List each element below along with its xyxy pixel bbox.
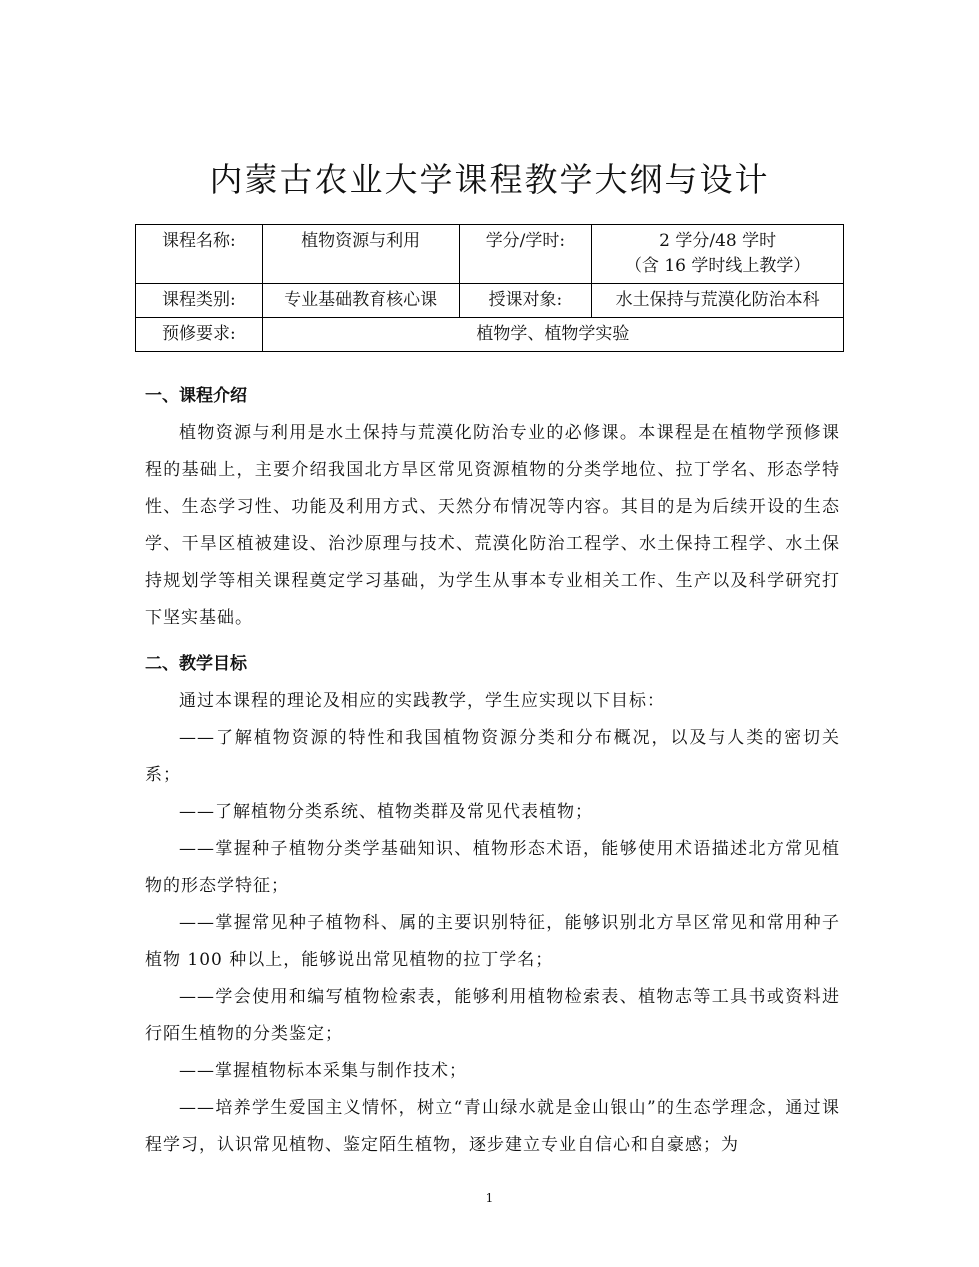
goal-item: ——掌握植物标本采集与制作技术； [179,1061,467,1081]
section-heading: 一、课程介绍 [145,386,247,406]
section-teaching-goals [145,646,840,1164]
goal-item: ——了解植物资源的特性和我国植物资源分类和分布概况，以及与人类的密切关系； [145,728,840,785]
credits-line-2: （含 16 学时线上教学） [624,256,811,276]
course-info-table [135,224,844,352]
goal-item: ——了解植物分类系统、植物类群及常见代表植物； [179,802,593,822]
section-heading: 二、教学目标 [145,654,247,674]
page-number: 1 [485,1191,494,1205]
prereq-label: 预修要求: [136,318,263,352]
goals-intro: 通过本课程的理论及相应的实践教学，学生应实现以下目标： [179,691,665,711]
goal-item: ——培养学生爱国主义情怀，树立“青山绿水就是金山银山”的生态学理念，通过课程学习，认识常见植物、鉴定陌生植物，逐步建立专业自信心和自豪感；为 [145,1098,840,1155]
category-label: 课程类别: [136,284,263,318]
credits-line-1: 2 学分/48 学时 [659,231,777,251]
table-row [136,318,844,352]
table-row [136,284,844,318]
page-title: 内蒙古农业大学课程教学大纲与设计 [209,160,770,199]
course-name-label: 课程名称: [136,225,263,284]
category-value: 专业基础教育核心课 [262,284,459,318]
credits-value [592,225,844,284]
section-paragraph: 植物资源与利用是水土保持与荒漠化防治专业的必修课。本课程是在植物学预修课程的基础上，主要介绍我国北方旱区常见资源植物的分类学地位、拉丁学名、形态学特性、生态学习性、功能及利用方式、天然分布情况等内容。其目的是为后续开设的生态学、干旱区植被建设、治沙原理与技术、荒漠化防治工程学、水土保持工程学、水土保持规划学等相关课程奠定学习基础，为学生从事本专业相关工作、生产以及科学研究打下坚实基础。 [145,423,840,628]
goal-item: ——掌握种子植物分类学基础知识、植物形态术语，能够使用术语描述北方常见植物的形态学特征； [145,839,840,896]
goal-item: ——掌握常见种子植物科、属的主要识别特征，能够识别北方旱区常见和常用种子植物 100 种以上，能够说出常见植物的拉丁学名； [145,913,840,970]
audience-label: 授课对象: [459,284,592,318]
course-name-value: 植物资源与利用 [262,225,459,284]
credits-label: 学分/学时: [459,225,592,284]
table-row [136,225,844,284]
section-course-intro [145,378,840,637]
audience-value: 水土保持与荒漠化防治本科 [592,284,844,318]
prereq-value: 植物学、植物学实验 [262,318,843,352]
goal-item: ——学会使用和编写植物检索表，能够利用植物检索表、植物志等工具书或资料进行陌生植物的分类鉴定； [145,987,840,1044]
